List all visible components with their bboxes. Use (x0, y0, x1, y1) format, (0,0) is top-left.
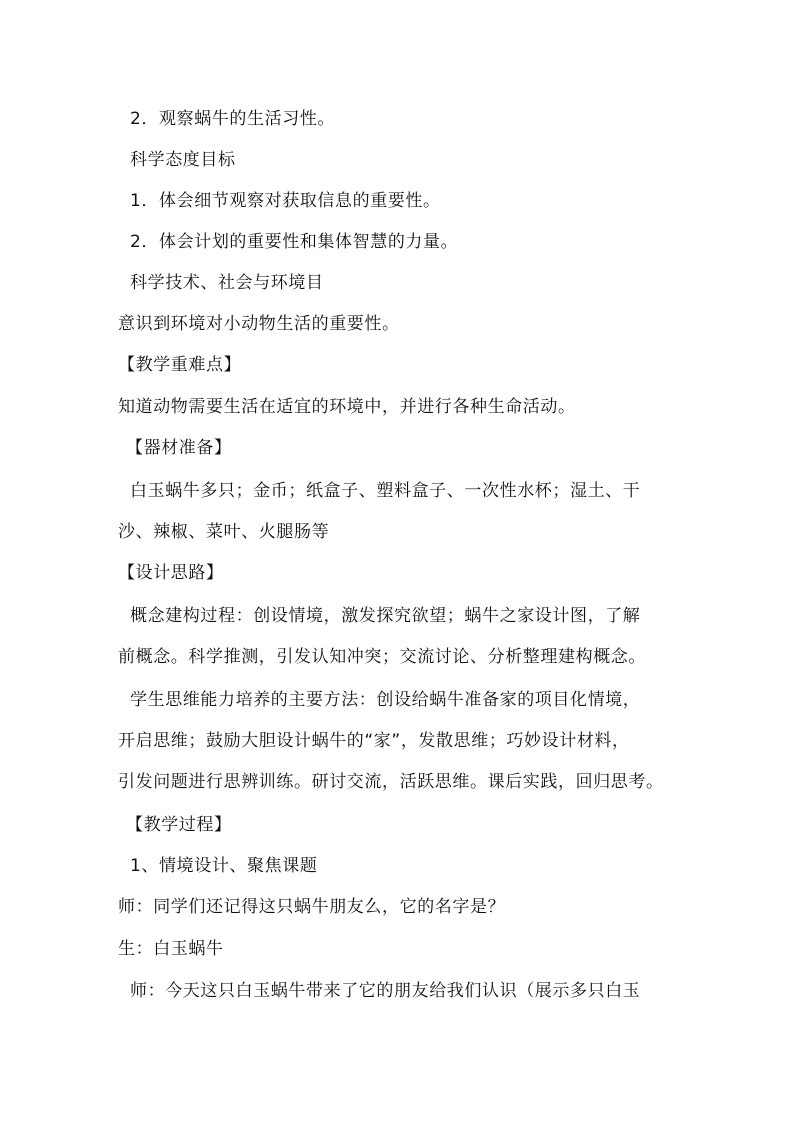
body-text: 前概念。科学推测，引发认知冲突；交流讨论、分析整理建构概念。 (118, 647, 646, 667)
objective-line: 1．体会细节观察对获取信息的重要性。 (130, 191, 441, 211)
section-heading: 科学态度目标 (130, 150, 236, 170)
objective-line: 意识到环境对小动物生活的重要性。 (118, 314, 400, 334)
objective-line: 2．体会计划的重要性和集体智慧的力量。 (130, 232, 459, 252)
objective-line: 2．观察蜗牛的生活习性。 (130, 109, 336, 129)
body-text: 沙、辣椒、菜叶、火腿肠等 (118, 522, 330, 542)
body-text: 知道动物需要生活在适宜的环境中，并进行各种生命活动。 (118, 397, 576, 417)
section-heading: 【设计思路】 (118, 563, 224, 583)
section-heading: 科学技术、社会与环境目 (130, 273, 324, 293)
dialogue-line: 师：今天这只白玉蜗牛带来了它的朋友给我们认识（展示多只白玉 (130, 981, 641, 1001)
body-text: 学生思维能力培养的主要方法：创设给蜗牛准备家的项目化情境， (130, 690, 641, 710)
body-text: 概念建构过程：创设情境，激发探究欲望；蜗牛之家设计图，了解 (130, 606, 641, 626)
dialogue-line: 师：同学们还记得这只蜗牛朋友么，它的名字是？ (118, 897, 506, 917)
body-text: 引发问题进行思辨训练。研讨交流，活跃思维。课后实践，回归思考。 (118, 772, 664, 792)
dialogue-line: 生：白玉蜗牛 (118, 939, 224, 959)
body-text: 开启思维；鼓励大胆设计蜗牛的“家”，发散思维；巧妙设计材料， (118, 731, 630, 751)
section-heading: 【教学过程】 (126, 815, 232, 835)
section-heading: 【器材准备】 (126, 438, 232, 458)
body-text: 白玉蜗牛多只；金币；纸盒子、塑料盒子、一次性水杯；湿土、干 (130, 481, 641, 501)
section-heading: 【教学重难点】 (118, 355, 242, 375)
body-text: 1、情境设计、聚焦课题 (130, 856, 318, 876)
